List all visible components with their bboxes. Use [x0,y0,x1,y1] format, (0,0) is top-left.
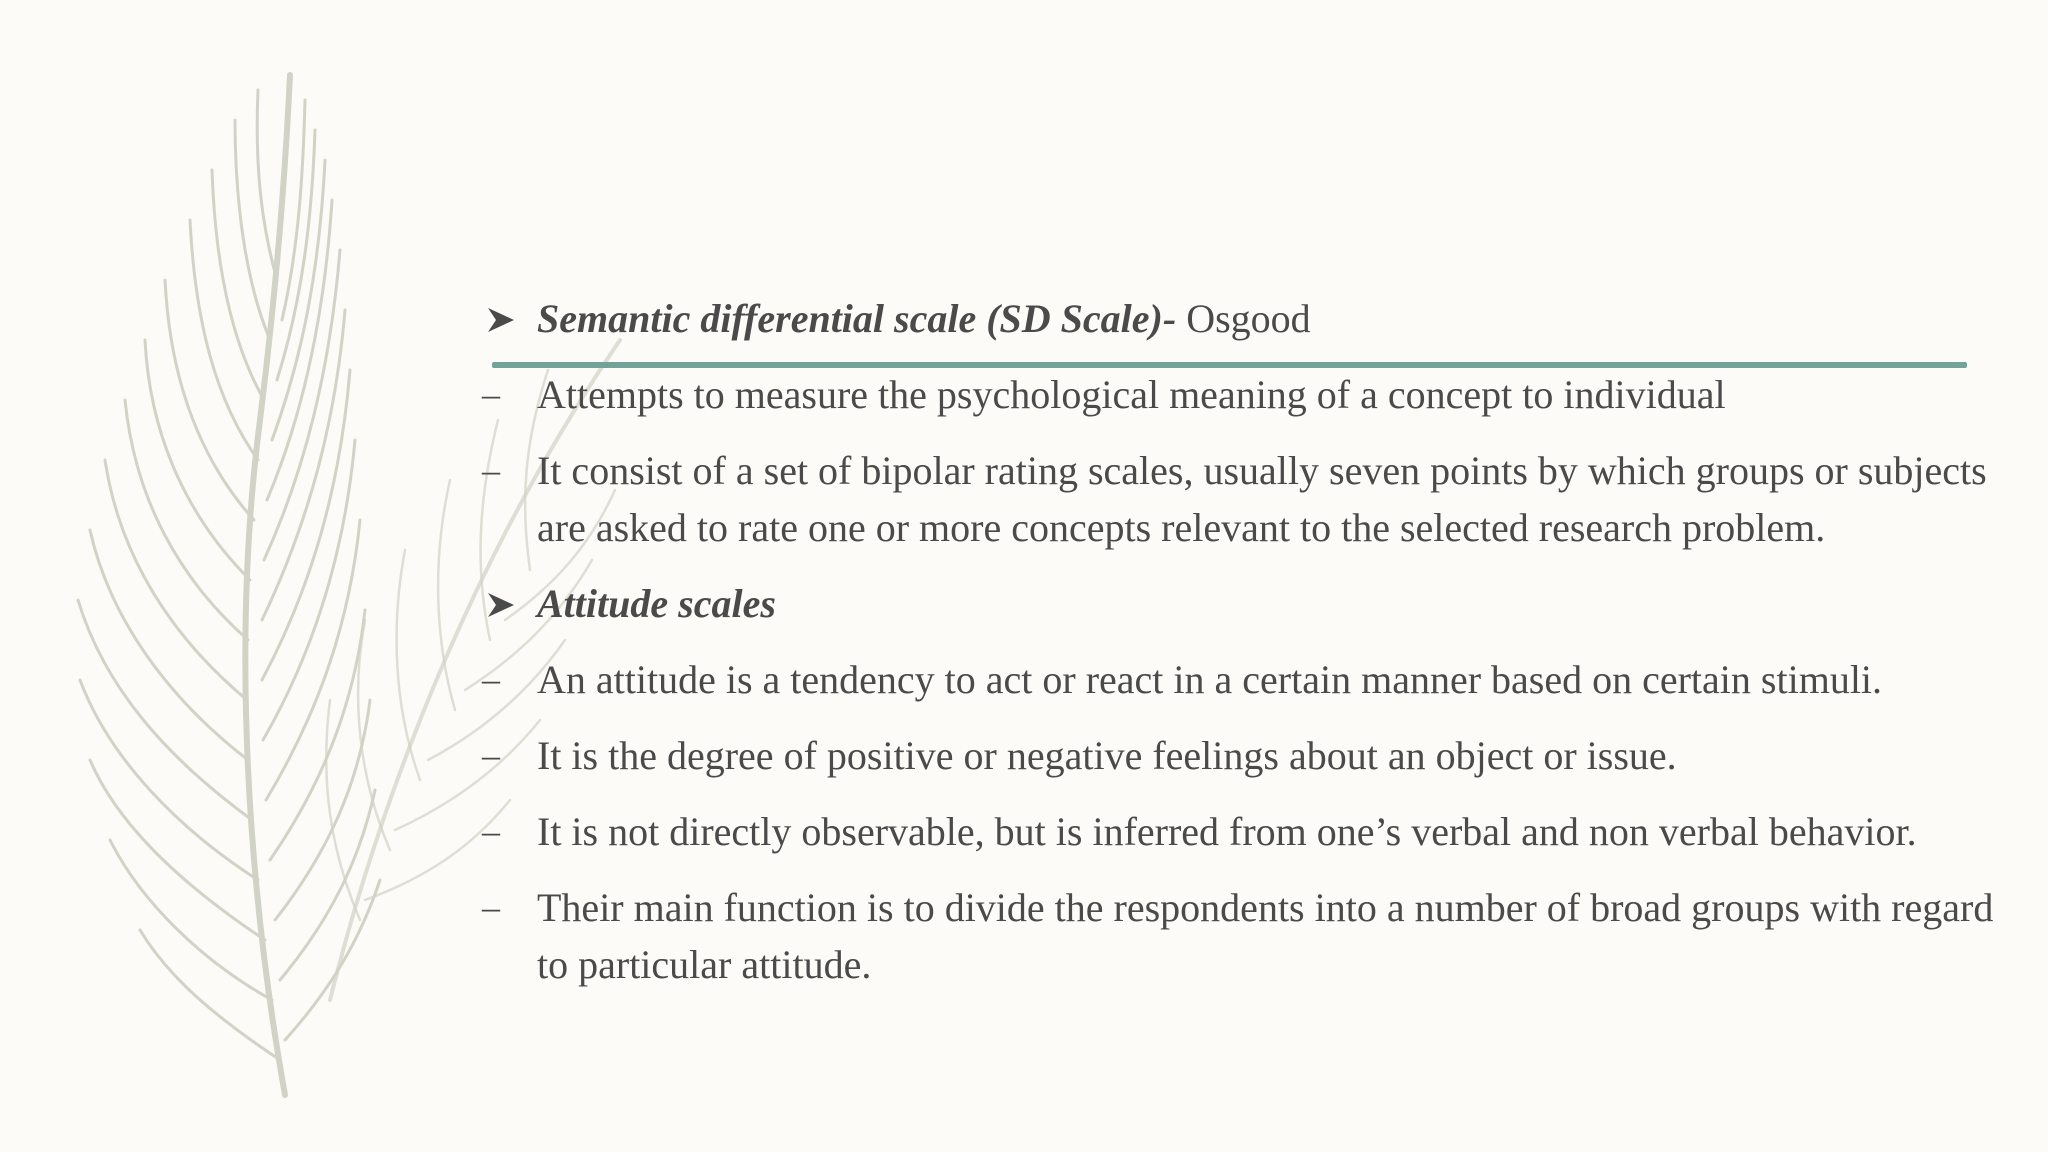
heading-author: Osgood [1176,296,1311,341]
dash-marker: – [482,735,500,775]
dash-item-text: Their main function is to divide the respondents into a number of broad groups with regard to particular attitude. [537,885,1994,987]
dash-item [482,442,2022,556]
dash-item [482,727,2022,784]
dash-marker: – [482,450,500,490]
dash-item-text: It is the degree of positive or negative feelings about an object or issue. [537,733,1677,778]
bullet-heading-attitude-scales [482,575,2022,632]
dash-marker: – [482,659,500,699]
dash-marker: – [482,887,500,927]
slide-content [482,290,2022,1012]
heading-title: Attitude scales [537,581,776,626]
bullet-heading-semantic-differential [482,290,2022,347]
dash-marker: – [482,374,500,414]
heading-title: Semantic differential scale (SD Scale)- [537,296,1177,341]
dash-item-text: An attitude is a tendency to act or react in a certain manner based on certain stimuli. [537,657,1883,702]
dash-item-text: Attempts to measure the psychological meaning of a concept to individual [537,372,1726,417]
dash-marker: – [482,811,500,851]
dash-item [482,803,2022,860]
dash-item [482,651,2022,708]
dash-item [482,366,2022,423]
dash-item [482,879,2022,993]
dash-item-text: It consist of a set of bipolar rating scales, usually seven points by which groups or subjects are asked to rate one or more concepts relevant to the selected research problem. [537,448,1987,550]
dash-item-text: It is not directly observable, but is inferred from one’s verbal and non verbal behavior. [537,809,1917,854]
